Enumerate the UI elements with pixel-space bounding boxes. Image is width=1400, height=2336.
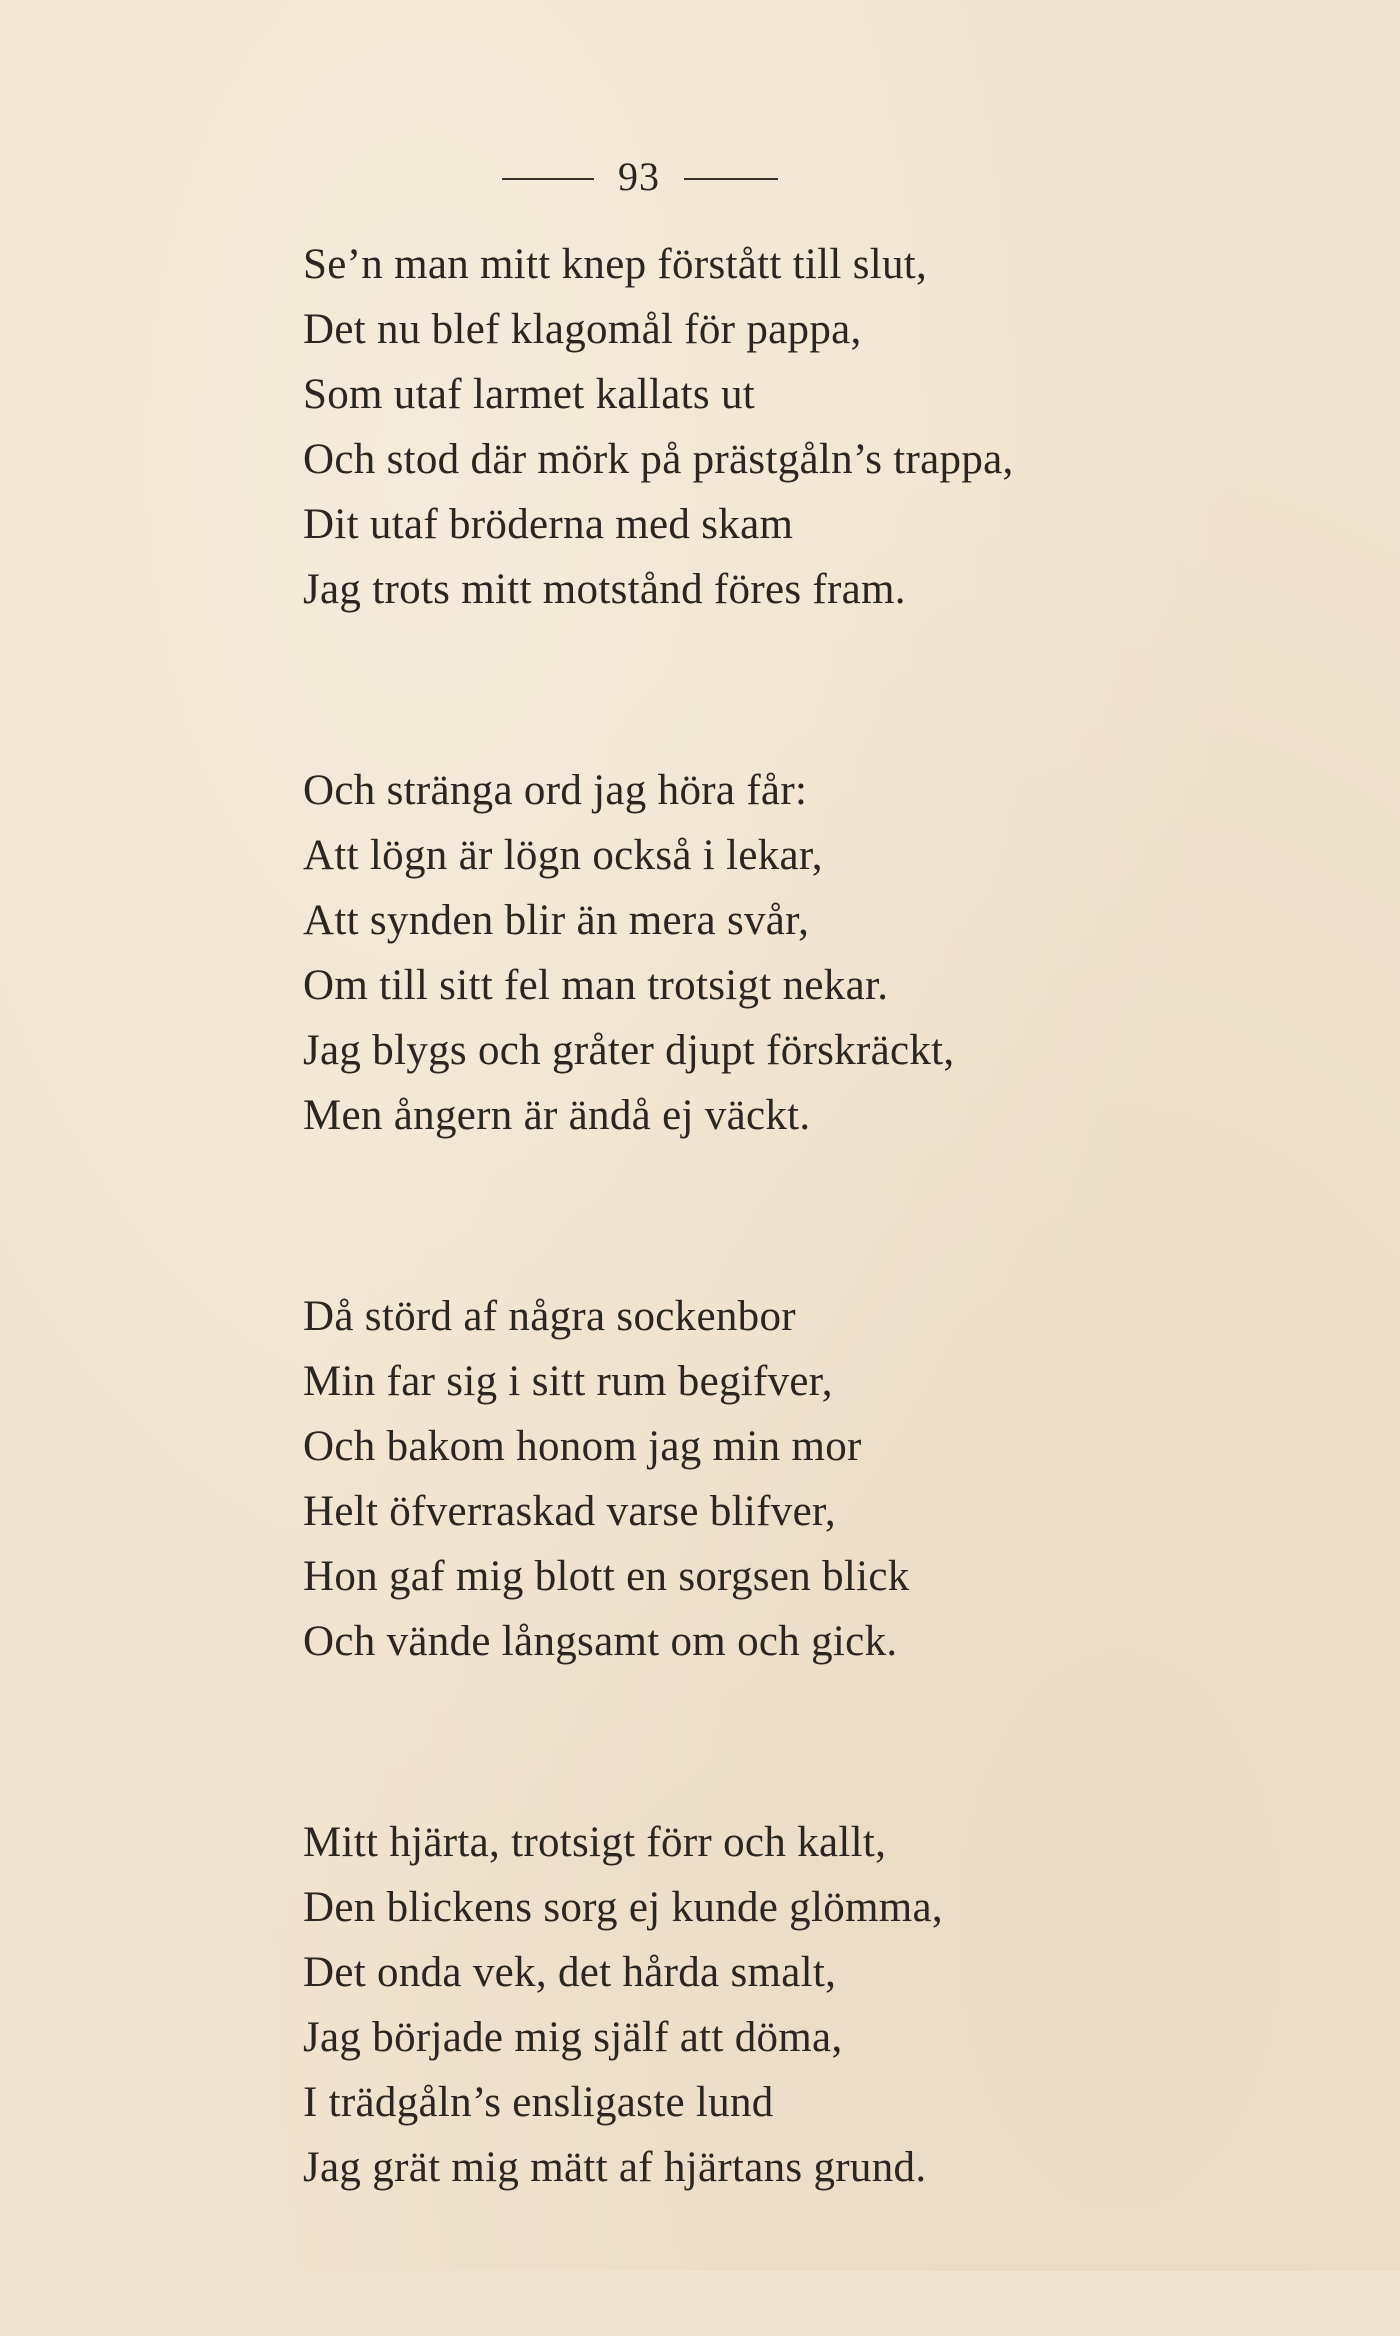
poem-line: Och stod där mörk på prästgåln’s trappa,: [303, 436, 1014, 483]
page-number: 93: [618, 154, 660, 199]
poem-line: Det onda vek, det hårda smalt,: [303, 1949, 837, 1996]
poem-line: Att synden blir än mera svår,: [303, 897, 810, 944]
poem-line: Mitt hjärta, trotsigt förr och kallt,: [303, 1819, 887, 1866]
page-header: [0, 152, 1400, 202]
poem-line: Och bakom honom jag min mor: [303, 1423, 862, 1470]
poem-line: Den blickens sorg ej kunde glömma,: [303, 1884, 943, 1931]
poem-line: Jag började mig själf att döma,: [303, 2014, 843, 2061]
poem-line: Helt öfverraskad varse blifver,: [303, 1488, 836, 1535]
poem-line: Om till sitt fel man trotsigt nekar.: [303, 962, 889, 1009]
poem-line: Men ångern är ändå ej väckt.: [303, 1092, 811, 1139]
poem-line: Att lögn är lögn också i lekar,: [303, 832, 823, 879]
poem-line: Som utaf larmet kallats ut: [303, 371, 756, 418]
stanza-2: [303, 758, 1303, 1148]
poem-line: Hon gaf mig blott en sorgsen blick: [303, 1553, 910, 1600]
poem-line: Jag trots mitt motstånd föres fram.: [303, 566, 906, 613]
header-rule-left: [502, 178, 594, 180]
poem-line: Då störd af några sockenbor: [303, 1293, 796, 1340]
stanza-4: [303, 1810, 1303, 2200]
poem-line: Se’n man mitt knep förstått till slut,: [303, 241, 928, 288]
poem-line: Och vände långsamt om och gick.: [303, 1618, 898, 1665]
poem-line: Dit utaf bröderna med skam: [303, 501, 794, 548]
stanza-1: [303, 232, 1303, 622]
poem-line: Det nu blef klagomål för pappa,: [303, 306, 862, 353]
poem: [303, 232, 1303, 2336]
poem-line: Och stränga ord jag höra får:: [303, 767, 808, 814]
poem-line: Jag grät mig mätt af hjärtans grund.: [303, 2144, 927, 2191]
stanza-3: [303, 1284, 1303, 1674]
poem-line: Jag blygs och gråter djupt förskräckt,: [303, 1027, 955, 1074]
header-rule-right: [684, 178, 778, 180]
poem-line: Min far sig i sitt rum begifver,: [303, 1358, 833, 1405]
poem-line: I trädgåln’s ensligaste lund: [303, 2079, 774, 2126]
